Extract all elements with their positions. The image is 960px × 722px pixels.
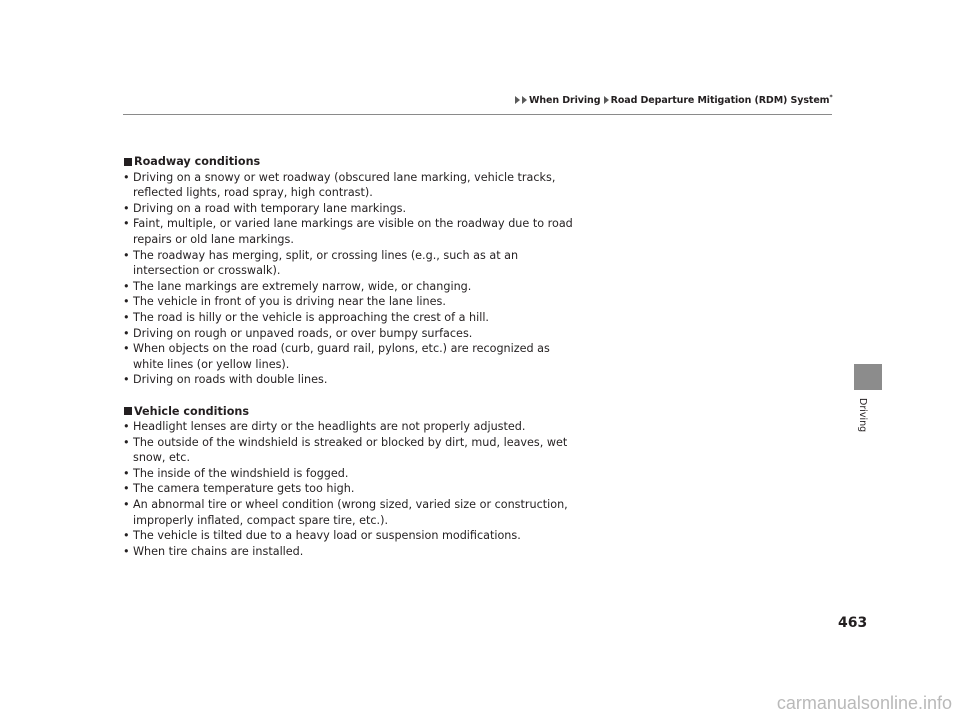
section-heading — [123, 154, 573, 170]
breadcrumb — [515, 94, 833, 106]
watermark-logo: carmanualsonline.info — [776, 693, 952, 713]
list-item: • Driving on a snowy or wet roadway (obscured lane marking, vehicle tracks, reflected lights, road spray, high contrast). — [123, 170, 573, 201]
condition-list — [123, 170, 573, 388]
breadcrumb-arrow-icon — [522, 96, 527, 104]
chapter-label: Driving — [857, 398, 868, 433]
list-item: • Driving on a road with temporary lane markings. — [123, 201, 573, 217]
breadcrumb-item-when-driving[interactable]: When Driving — [529, 95, 601, 106]
list-item: • The vehicle in front of you is driving near the lane lines. — [123, 294, 573, 310]
list-item: • The lane markings are extremely narrow, wide, or changing. — [123, 279, 573, 295]
breadcrumb-arrow-icon — [515, 96, 520, 104]
square-bullet-icon — [124, 158, 132, 166]
list-item: • Driving on roads with double lines. — [123, 372, 573, 388]
list-item: • The outside of the windshield is streaked or blocked by dirt, mud, leaves, wet snow, etc. — [123, 435, 573, 466]
list-item: • The camera temperature gets too high. — [123, 481, 573, 497]
header-divider — [123, 114, 832, 115]
list-item: • Headlight lenses are dirty or the headlights are not properly adjusted. — [123, 419, 573, 435]
list-item: • Driving on rough or unpaved roads, or over bumpy surfaces. — [123, 326, 573, 342]
main-content — [123, 154, 573, 559]
list-item: • The road is hilly or the vehicle is approaching the crest of a hill. — [123, 310, 573, 326]
breadcrumb-item-rdm-system[interactable]: Road Departure Mitigation (RDM) System — [610, 95, 830, 106]
section-title: Vehicle conditions — [134, 404, 249, 418]
breadcrumb-mark: * — [829, 94, 833, 101]
list-item: • An abnormal tire or wheel condition (wrong sized, varied size or construction, improperly inflated, compact spare tire, etc.). — [123, 497, 573, 528]
list-item: • Faint, multiple, or varied lane markings are visible on the roadway due to road repairs or old lane markings. — [123, 216, 573, 247]
section-roadway-conditions — [123, 154, 573, 388]
condition-list — [123, 419, 573, 559]
section-heading — [123, 404, 573, 420]
page-number: 463 — [838, 615, 868, 631]
list-item: • When tire chains are installed. — [123, 544, 573, 560]
list-item: • The inside of the windshield is fogged. — [123, 466, 573, 482]
list-item: • The vehicle is tilted due to a heavy load or suspension modifications. — [123, 528, 573, 544]
section-title: Roadway conditions — [134, 155, 261, 168]
list-item: • When objects on the road (curb, guard rail, pylons, etc.) are recognized as white lines (or yellow lines). — [123, 341, 573, 372]
square-bullet-icon — [124, 407, 132, 415]
chapter-tab[interactable] — [854, 364, 882, 390]
list-item: • The roadway has merging, split, or crossing lines (e.g., such as at an intersection or crosswalk). — [123, 248, 573, 279]
section-vehicle-conditions — [123, 404, 573, 560]
breadcrumb-arrow-icon — [604, 96, 609, 104]
